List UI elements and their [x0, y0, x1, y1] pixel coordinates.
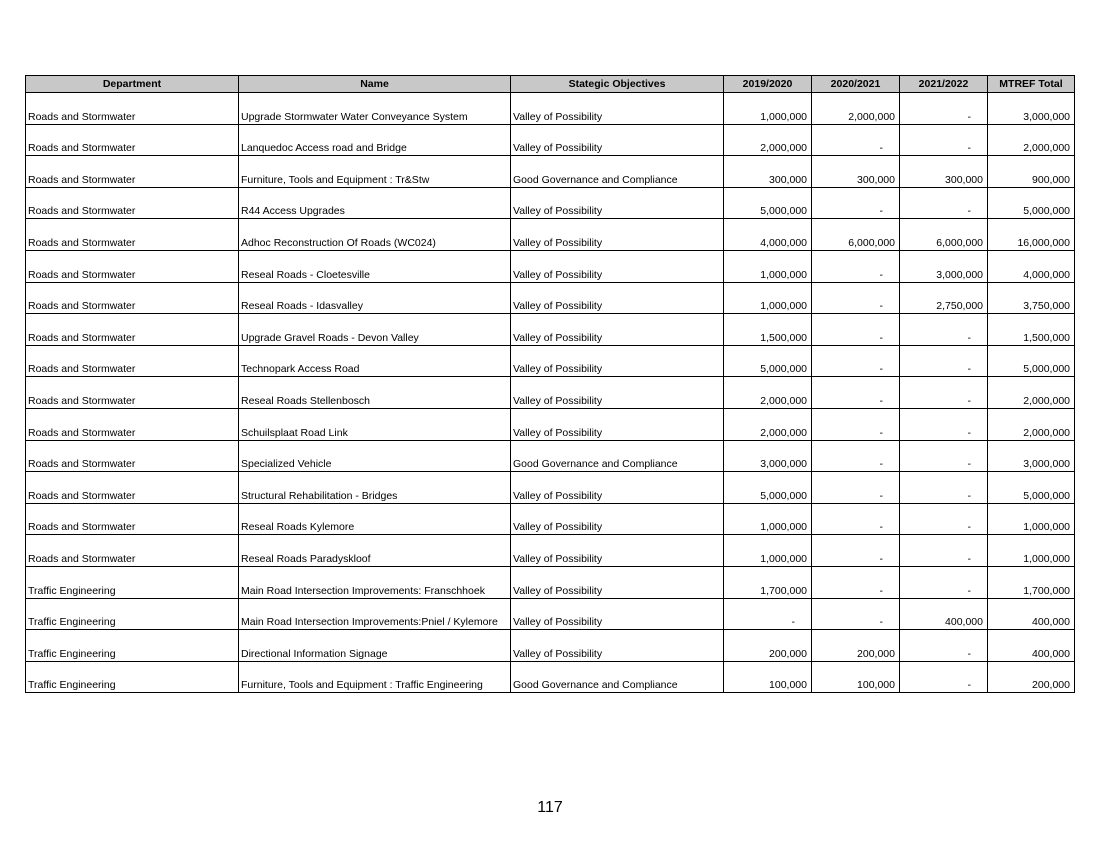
cell-year-2020-2021: - [812, 503, 900, 535]
cell-mtref-total: 2,000,000 [988, 408, 1075, 440]
cell-year-2019-2020: 2,000,000 [724, 124, 812, 156]
table-header-row [26, 76, 1075, 93]
table-row [26, 314, 1075, 346]
cell-year-2020-2021: - [812, 535, 900, 567]
cell-year-2019-2020: 1,000,000 [724, 250, 812, 282]
cell-strategic-objectives: Good Governance and Compliance [511, 440, 724, 472]
cell-year-2021-2022: 2,750,000 [900, 282, 988, 314]
cell-mtref-total: 3,000,000 [988, 93, 1075, 125]
cell-year-2021-2022: - [900, 472, 988, 504]
cell-year-2019-2020: - [724, 598, 812, 630]
cell-mtref-total: 1,000,000 [988, 503, 1075, 535]
cell-department: Roads and Stormwater [26, 314, 239, 346]
cell-strategic-objectives: Valley of Possibility [511, 187, 724, 219]
table-row [26, 187, 1075, 219]
cell-year-2021-2022: - [900, 345, 988, 377]
cell-department: Roads and Stormwater [26, 377, 239, 409]
cell-year-2021-2022: - [900, 535, 988, 567]
cell-department: Roads and Stormwater [26, 156, 239, 188]
cell-year-2019-2020: 1,000,000 [724, 503, 812, 535]
table-row [26, 93, 1075, 125]
cell-year-2019-2020: 200,000 [724, 630, 812, 662]
cell-year-2020-2021: 300,000 [812, 156, 900, 188]
cell-name: Specialized Vehicle [239, 440, 511, 472]
cell-department: Roads and Stormwater [26, 503, 239, 535]
cell-year-2019-2020: 100,000 [724, 661, 812, 693]
cell-strategic-objectives: Valley of Possibility [511, 503, 724, 535]
cell-name: Structural Rehabilitation - Bridges [239, 472, 511, 504]
cell-year-2021-2022: - [900, 630, 988, 662]
cell-strategic-objectives: Valley of Possibility [511, 598, 724, 630]
cell-department: Roads and Stormwater [26, 440, 239, 472]
table-row [26, 503, 1075, 535]
cell-year-2020-2021: - [812, 250, 900, 282]
cell-department: Roads and Stormwater [26, 250, 239, 282]
cell-year-2021-2022: - [900, 93, 988, 125]
cell-name: Lanquedoc Access road and Bridge [239, 124, 511, 156]
cell-year-2020-2021: 100,000 [812, 661, 900, 693]
cell-mtref-total: 4,000,000 [988, 250, 1075, 282]
table-row [26, 630, 1075, 662]
cell-mtref-total: 400,000 [988, 630, 1075, 662]
table-row [26, 408, 1075, 440]
cell-year-2021-2022: - [900, 503, 988, 535]
cell-mtref-total: 1,000,000 [988, 535, 1075, 567]
cell-year-2021-2022: - [900, 187, 988, 219]
capital-budget-table [25, 75, 1075, 693]
cell-mtref-total: 5,000,000 [988, 345, 1075, 377]
column-header-year-2019-2020: 2019/2020 [724, 76, 812, 93]
cell-name: Furniture, Tools and Equipment : Traffic Engineering [239, 661, 511, 693]
cell-strategic-objectives: Good Governance and Compliance [511, 156, 724, 188]
cell-strategic-objectives: Valley of Possibility [511, 535, 724, 567]
cell-year-2019-2020: 5,000,000 [724, 472, 812, 504]
table-row [26, 156, 1075, 188]
cell-mtref-total: 1,700,000 [988, 566, 1075, 598]
column-header-year-2021-2022: 2021/2022 [900, 76, 988, 93]
cell-year-2019-2020: 2,000,000 [724, 408, 812, 440]
cell-year-2019-2020: 1,000,000 [724, 535, 812, 567]
cell-year-2019-2020: 4,000,000 [724, 219, 812, 251]
cell-department: Traffic Engineering [26, 598, 239, 630]
cell-mtref-total: 16,000,000 [988, 219, 1075, 251]
cell-strategic-objectives: Valley of Possibility [511, 219, 724, 251]
cell-year-2019-2020: 1,500,000 [724, 314, 812, 346]
cell-department: Roads and Stormwater [26, 282, 239, 314]
cell-name: Schuilsplaat Road Link [239, 408, 511, 440]
cell-name: Reseal Roads Paradyskloof [239, 535, 511, 567]
table-row [26, 282, 1075, 314]
cell-year-2020-2021: - [812, 377, 900, 409]
cell-mtref-total: 3,000,000 [988, 440, 1075, 472]
cell-year-2019-2020: 1,000,000 [724, 282, 812, 314]
cell-strategic-objectives: Valley of Possibility [511, 377, 724, 409]
cell-name: Directional Information Signage [239, 630, 511, 662]
cell-department: Roads and Stormwater [26, 93, 239, 125]
table-row [26, 566, 1075, 598]
cell-year-2020-2021: - [812, 472, 900, 504]
table-row [26, 440, 1075, 472]
table-row [26, 598, 1075, 630]
cell-strategic-objectives: Valley of Possibility [511, 566, 724, 598]
cell-mtref-total: 900,000 [988, 156, 1075, 188]
cell-name: Technopark Access Road [239, 345, 511, 377]
cell-name: Upgrade Stormwater Water Conveyance System [239, 93, 511, 125]
cell-year-2021-2022: 300,000 [900, 156, 988, 188]
cell-year-2021-2022: - [900, 377, 988, 409]
cell-year-2019-2020: 2,000,000 [724, 377, 812, 409]
cell-name: Adhoc Reconstruction Of Roads (WC024) [239, 219, 511, 251]
cell-name: Reseal Roads - Cloetesville [239, 250, 511, 282]
cell-year-2021-2022: 6,000,000 [900, 219, 988, 251]
cell-year-2020-2021: - [812, 566, 900, 598]
column-header-year-2020-2021: 2020/2021 [812, 76, 900, 93]
cell-mtref-total: 2,000,000 [988, 377, 1075, 409]
cell-strategic-objectives: Valley of Possibility [511, 472, 724, 504]
cell-name: Main Road Intersection Improvements: Franschhoek [239, 566, 511, 598]
cell-mtref-total: 200,000 [988, 661, 1075, 693]
table-row [26, 219, 1075, 251]
cell-year-2020-2021: 200,000 [812, 630, 900, 662]
cell-mtref-total: 5,000,000 [988, 187, 1075, 219]
cell-year-2021-2022: 3,000,000 [900, 250, 988, 282]
cell-name: Reseal Roads Stellenbosch [239, 377, 511, 409]
table-row [26, 377, 1075, 409]
column-header-mtref-total: MTREF Total [988, 76, 1075, 93]
table-row [26, 250, 1075, 282]
table-row [26, 345, 1075, 377]
cell-strategic-objectives: Valley of Possibility [511, 408, 724, 440]
cell-year-2021-2022: - [900, 440, 988, 472]
cell-name: Reseal Roads - Idasvalley [239, 282, 511, 314]
cell-year-2020-2021: - [812, 440, 900, 472]
cell-name: Main Road Intersection Improvements:Pniel / Kylemore [239, 598, 511, 630]
cell-strategic-objectives: Valley of Possibility [511, 93, 724, 125]
cell-year-2021-2022: 400,000 [900, 598, 988, 630]
cell-name: Furniture, Tools and Equipment : Tr&Stw [239, 156, 511, 188]
cell-department: Roads and Stormwater [26, 219, 239, 251]
cell-mtref-total: 3,750,000 [988, 282, 1075, 314]
cell-name: Upgrade Gravel Roads - Devon Valley [239, 314, 511, 346]
cell-name: R44 Access Upgrades [239, 187, 511, 219]
cell-name: Reseal Roads Kylemore [239, 503, 511, 535]
cell-strategic-objectives: Valley of Possibility [511, 250, 724, 282]
cell-year-2020-2021: - [812, 314, 900, 346]
cell-department: Roads and Stormwater [26, 187, 239, 219]
column-header-department: Department [26, 76, 239, 93]
table-row [26, 472, 1075, 504]
cell-department: Roads and Stormwater [26, 535, 239, 567]
cell-year-2021-2022: - [900, 408, 988, 440]
column-header-strategic-objectives: Stategic Objectives [511, 76, 724, 93]
cell-strategic-objectives: Valley of Possibility [511, 282, 724, 314]
cell-strategic-objectives: Valley of Possibility [511, 124, 724, 156]
cell-department: Roads and Stormwater [26, 472, 239, 504]
cell-year-2020-2021: - [812, 282, 900, 314]
cell-year-2021-2022: - [900, 124, 988, 156]
cell-year-2020-2021: - [812, 598, 900, 630]
column-header-name: Name [239, 76, 511, 93]
cell-year-2019-2020: 5,000,000 [724, 345, 812, 377]
table-body [26, 93, 1075, 693]
cell-year-2019-2020: 1,700,000 [724, 566, 812, 598]
cell-year-2020-2021: 2,000,000 [812, 93, 900, 125]
cell-year-2019-2020: 1,000,000 [724, 93, 812, 125]
cell-department: Traffic Engineering [26, 630, 239, 662]
cell-year-2019-2020: 5,000,000 [724, 187, 812, 219]
cell-year-2020-2021: - [812, 124, 900, 156]
cell-mtref-total: 1,500,000 [988, 314, 1075, 346]
cell-year-2020-2021: 6,000,000 [812, 219, 900, 251]
cell-strategic-objectives: Valley of Possibility [511, 345, 724, 377]
cell-mtref-total: 5,000,000 [988, 472, 1075, 504]
table-row [26, 124, 1075, 156]
cell-mtref-total: 400,000 [988, 598, 1075, 630]
table-row [26, 661, 1075, 693]
cell-department: Roads and Stormwater [26, 408, 239, 440]
cell-strategic-objectives: Good Governance and Compliance [511, 661, 724, 693]
cell-mtref-total: 2,000,000 [988, 124, 1075, 156]
cell-year-2021-2022: - [900, 661, 988, 693]
table-row [26, 535, 1075, 567]
cell-department: Roads and Stormwater [26, 345, 239, 377]
page-number: 117 [537, 799, 563, 816]
cell-year-2020-2021: - [812, 408, 900, 440]
cell-year-2020-2021: - [812, 187, 900, 219]
cell-year-2021-2022: - [900, 314, 988, 346]
cell-department: Traffic Engineering [26, 661, 239, 693]
cell-strategic-objectives: Valley of Possibility [511, 314, 724, 346]
cell-department: Traffic Engineering [26, 566, 239, 598]
cell-year-2019-2020: 3,000,000 [724, 440, 812, 472]
cell-year-2019-2020: 300,000 [724, 156, 812, 188]
cell-year-2021-2022: - [900, 566, 988, 598]
cell-year-2020-2021: - [812, 345, 900, 377]
cell-strategic-objectives: Valley of Possibility [511, 630, 724, 662]
cell-department: Roads and Stormwater [26, 124, 239, 156]
